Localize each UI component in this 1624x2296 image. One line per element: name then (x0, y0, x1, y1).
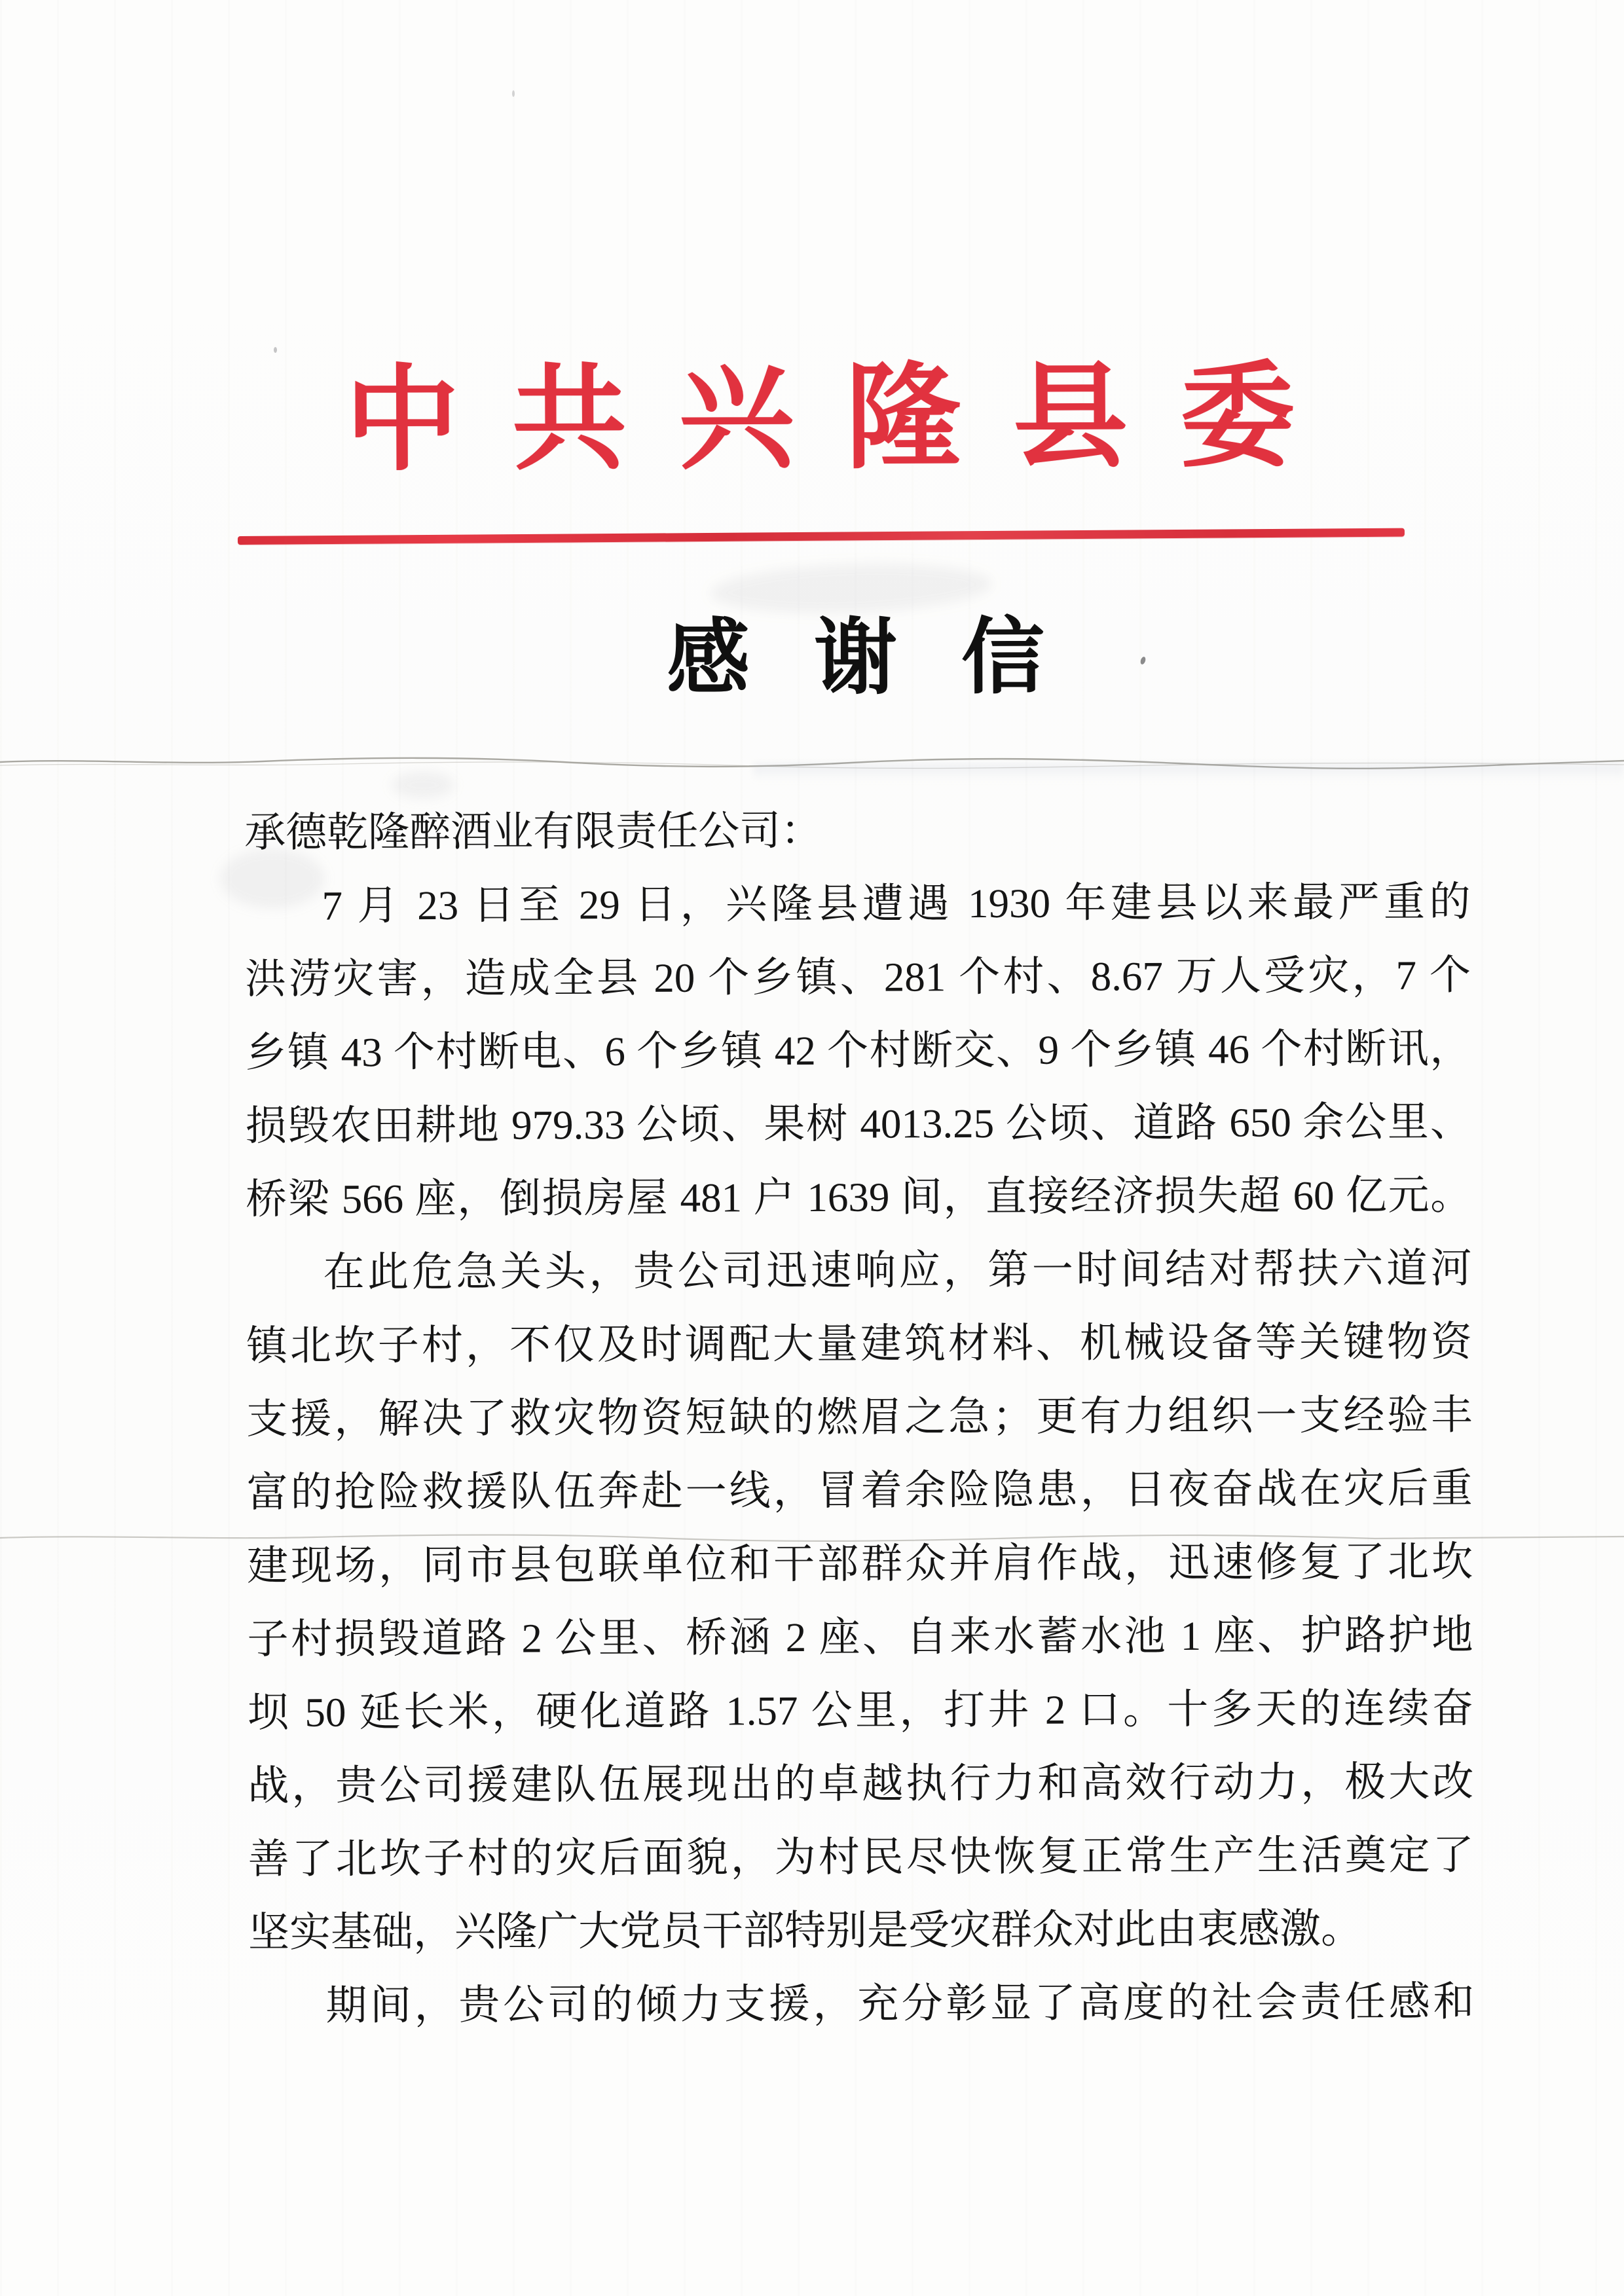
scan-speck (274, 347, 277, 353)
fold-crease-shadow (753, 763, 1624, 782)
body-line: 乡镇 43 个村断电、6 个乡镇 42 个村断交、9 个乡镇 46 个村断讯， (245, 1025, 1471, 1076)
body-line: 7 月 23 日至 29 日，兴隆县遭遇 1930 年建县以来最严重的 (322, 879, 1471, 929)
body-line: 善了北坎子村的灾后面貌，为村民尽快恢复正常生产生活奠定了 (248, 1832, 1474, 1882)
letter-title: 感谢信 (666, 611, 1109, 705)
scan-speck (1139, 656, 1146, 665)
letter-body (244, 792, 1475, 2043)
body-line: 坝 50 延长米，硬化道路 1.57 公里，打井 2 口。十多天的连续奋 (247, 1685, 1473, 1736)
body-line: 支援，解决了救灾物资短缺的燃眉之急；更有力组织一支经验丰 (246, 1392, 1473, 1442)
body-line: 建现场，同市县包联单位和干部群众并肩作战，迅速修复了北坎 (246, 1539, 1473, 1589)
body-line: 子村损毁道路 2 公里、桥涵 2 座、自来水蓄水池 1 座、护路护地 (247, 1612, 1473, 1662)
red-divider-line (238, 528, 1405, 545)
salutation: 承德乾隆醉酒业有限责任公司： (244, 807, 822, 856)
body-line: 战，贵公司援建队伍展现出的卓越执行力和高效行动力，极大改 (248, 1758, 1474, 1809)
body-line: 桥梁 566 座，倒损房屋 481 户 1639 间，直接经济损失超 60 亿元。 (246, 1172, 1472, 1222)
body-line: 坚实基础，兴隆广大党员干部特别是受灾群众对此由衷感激。 (248, 1906, 1363, 1956)
letterhead-org-name: 中共兴隆县委 (344, 353, 1348, 484)
body-line: 镇北坎子村，不仅及时调配大量建筑材料、机械设备等关键物资 (246, 1319, 1473, 1369)
body-line: 富的抢险救援队伍奔赴一线，冒着余险隐患，日夜奋战在灾后重 (246, 1465, 1473, 1516)
body-line: 损毁农田耕地 979.33 公顷、果树 4013.25 公顷、道路 650 余公里、 (245, 1099, 1471, 1149)
body-line: 在此危急关头，贵公司迅速响应，第一时间结对帮扶六道河 (323, 1245, 1472, 1296)
body-line: 期间，贵公司的倾力支援，充分彰显了高度的社会责任感和 (325, 1978, 1475, 2029)
bleedthrough-smudge (710, 560, 993, 618)
body-line: 洪涝灾害，造成全县 20 个乡镇、281 个村、8.67 万人受灾，7 个 (244, 952, 1471, 1002)
scan-speck (512, 90, 515, 97)
